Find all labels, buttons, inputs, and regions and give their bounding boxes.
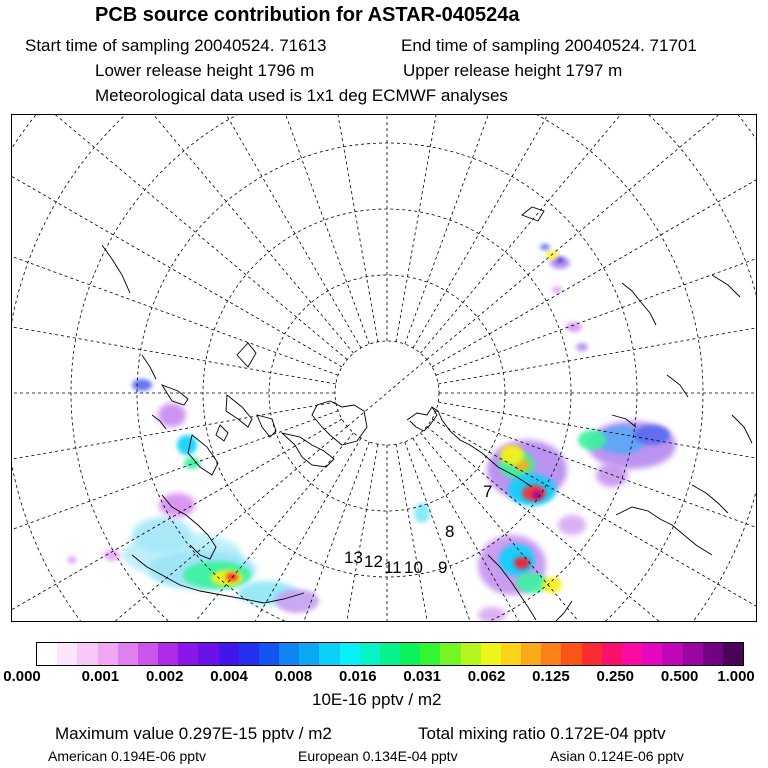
color-scale-segment bbox=[602, 643, 622, 665]
coastline bbox=[162, 385, 188, 405]
concentration-blob bbox=[552, 286, 562, 294]
coastline bbox=[522, 207, 544, 221]
color-scale-segment bbox=[703, 643, 723, 665]
meridian-line bbox=[432, 115, 757, 367]
end-time-label: End time of sampling 20040524. 71701 bbox=[401, 36, 697, 55]
color-scale-tick-label: 0.004 bbox=[210, 668, 248, 685]
trajectory-label: 10 bbox=[404, 558, 423, 577]
color-scale-segment bbox=[98, 643, 118, 665]
coastline bbox=[622, 283, 656, 325]
concentration-blob bbox=[414, 503, 430, 523]
color-scale-tick-label: 0.062 bbox=[467, 668, 506, 685]
concentration-blob bbox=[576, 343, 588, 351]
concentration-blob bbox=[540, 244, 550, 250]
color-scale-segment bbox=[77, 643, 97, 665]
concentration-blob bbox=[132, 379, 152, 391]
meridian-line bbox=[413, 115, 737, 348]
trajectory-label: 9 bbox=[438, 558, 448, 577]
color-scale-segment bbox=[440, 643, 460, 665]
coastline bbox=[257, 415, 276, 437]
concentration-blob bbox=[542, 577, 562, 593]
european-label: European 0.134E-04 pptv bbox=[298, 748, 458, 764]
coastline bbox=[712, 275, 740, 297]
upper-release-label: Upper release height 1797 m bbox=[403, 61, 623, 80]
color-scale-segment bbox=[642, 643, 662, 665]
polar-map bbox=[11, 114, 757, 622]
color-scale-segment bbox=[360, 643, 380, 665]
color-scale-tick-label: 0.125 bbox=[532, 668, 570, 685]
meridian-line bbox=[436, 154, 757, 376]
meteo-data-label: Meteorological data used is 1x1 deg ECMWF analyses bbox=[95, 86, 508, 105]
total-mixing-label: Total mixing ratio 0.172E-04 pptv bbox=[418, 724, 666, 743]
meridian-line bbox=[12, 154, 338, 376]
meridian-line bbox=[438, 271, 757, 384]
color-scale-segment bbox=[683, 643, 703, 665]
coastline bbox=[282, 433, 334, 467]
concentration-blob bbox=[556, 257, 564, 263]
color-scale-tick-label: 1.000 bbox=[717, 668, 755, 685]
concentration-blob bbox=[132, 517, 192, 553]
color-scale-segment bbox=[723, 643, 743, 665]
color-scale-tick-label: 0.000 bbox=[3, 668, 41, 685]
color-scale-segment bbox=[420, 643, 440, 665]
polar-map-canvas bbox=[12, 115, 757, 622]
color-scale-segment bbox=[400, 643, 420, 665]
color-scale-segment bbox=[259, 643, 279, 665]
color-scale-units: 10E-16 pptv / m2 bbox=[312, 690, 442, 709]
coastline bbox=[732, 415, 752, 443]
color-scale-segment bbox=[239, 643, 259, 665]
concentration-blob bbox=[159, 493, 195, 517]
trajectory-label: 13 bbox=[344, 548, 363, 567]
start-time-label: Start time of sampling 20040524. 71613 bbox=[25, 36, 327, 55]
coastline bbox=[226, 395, 252, 427]
meridian-line bbox=[427, 426, 757, 622]
color-scale-segment bbox=[178, 643, 198, 665]
meridian-line bbox=[12, 115, 354, 353]
concentration-blob bbox=[177, 435, 197, 455]
color-scale-segment bbox=[481, 643, 501, 665]
latitude-circle bbox=[335, 341, 439, 445]
meridian-line bbox=[405, 115, 627, 344]
color-scale-segment bbox=[319, 643, 339, 665]
color-scale-segment bbox=[662, 643, 682, 665]
color-scale-segment bbox=[340, 643, 360, 665]
lat-lon-grid bbox=[12, 115, 757, 622]
color-scale-segment bbox=[219, 643, 239, 665]
color-scale-bar bbox=[36, 642, 744, 666]
concentration-blob bbox=[532, 491, 542, 499]
concentration-blob bbox=[275, 589, 319, 613]
concentration-blob bbox=[514, 557, 530, 569]
color-scale-segment bbox=[501, 643, 521, 665]
color-scale-segment bbox=[158, 643, 178, 665]
color-scale-segment bbox=[279, 643, 299, 665]
concentration-blob bbox=[566, 322, 582, 332]
american-label: American 0.194E-06 pptv bbox=[48, 748, 206, 764]
color-scale-segment bbox=[561, 643, 581, 665]
color-scale-segment bbox=[461, 643, 481, 665]
color-scale-tick-label: 0.008 bbox=[274, 668, 313, 685]
color-scale-tick-label: 0.500 bbox=[660, 668, 699, 685]
color-scale-tick-label: 0.001 bbox=[81, 668, 120, 685]
meridian-line bbox=[396, 115, 509, 342]
trajectory-label: 8 bbox=[445, 522, 455, 541]
trajectory-label: 7 bbox=[483, 482, 493, 501]
coastline bbox=[216, 425, 228, 441]
meridian-line bbox=[427, 115, 757, 360]
color-scale-segment bbox=[138, 643, 158, 665]
concentration-blob bbox=[67, 556, 77, 564]
meridian-line bbox=[12, 115, 342, 367]
meridian-line bbox=[12, 271, 336, 384]
color-scale-segment bbox=[37, 643, 57, 665]
color-scale-segment bbox=[118, 643, 138, 665]
color-scale-ticks bbox=[0, 668, 768, 690]
concentration-blob bbox=[226, 573, 238, 581]
color-scale-tick-label: 0.250 bbox=[596, 668, 635, 685]
coastline bbox=[552, 601, 572, 622]
latitude-circle bbox=[12, 115, 757, 622]
color-scale-segment bbox=[198, 643, 218, 665]
coastline bbox=[312, 401, 367, 445]
color-scale-segment bbox=[299, 643, 319, 665]
meridian-line bbox=[420, 433, 757, 622]
lower-release-label: Lower release height 1796 m bbox=[95, 61, 315, 80]
color-scale-tick-label: 0.031 bbox=[403, 668, 441, 685]
meridian-line bbox=[347, 360, 427, 427]
coastline bbox=[142, 355, 156, 379]
trajectory-labels bbox=[344, 482, 492, 577]
color-scale-segment bbox=[521, 643, 541, 665]
meridian-line bbox=[37, 115, 361, 348]
color-scale-segment bbox=[622, 643, 642, 665]
color-scale-tick-label: 0.016 bbox=[339, 668, 377, 685]
meridian-line bbox=[148, 115, 370, 344]
meridian-line bbox=[420, 115, 757, 353]
coastline bbox=[102, 245, 130, 293]
concentration-blob bbox=[500, 445, 524, 465]
asian-label: Asian 0.124E-06 pptv bbox=[550, 748, 684, 764]
color-scale-segment bbox=[380, 643, 400, 665]
concentration-blob bbox=[184, 457, 200, 469]
concentration-blob bbox=[578, 430, 606, 450]
map-title: PCB source contribution for ASTAR-040524a bbox=[95, 4, 520, 26]
latitude-circle bbox=[203, 209, 571, 577]
max-value-label: Maximum value 0.297E-15 pptv / m2 bbox=[55, 724, 332, 743]
trajectory-label: 12 bbox=[364, 552, 383, 571]
trajectory-label: 11 bbox=[384, 558, 402, 577]
color-scale-segment bbox=[541, 643, 561, 665]
coastline bbox=[667, 375, 688, 397]
color-scale-segment bbox=[57, 643, 77, 665]
coastline bbox=[692, 485, 728, 513]
coastline bbox=[410, 407, 437, 431]
color-scale-segment bbox=[582, 643, 602, 665]
coastline bbox=[237, 343, 256, 367]
latitude-circle bbox=[12, 115, 757, 622]
color-scale-tick-label: 0.002 bbox=[145, 668, 184, 685]
coastline bbox=[616, 507, 712, 555]
latitude-circle bbox=[12, 115, 757, 622]
meridian-line bbox=[265, 115, 378, 342]
concentration-blob bbox=[558, 515, 586, 535]
